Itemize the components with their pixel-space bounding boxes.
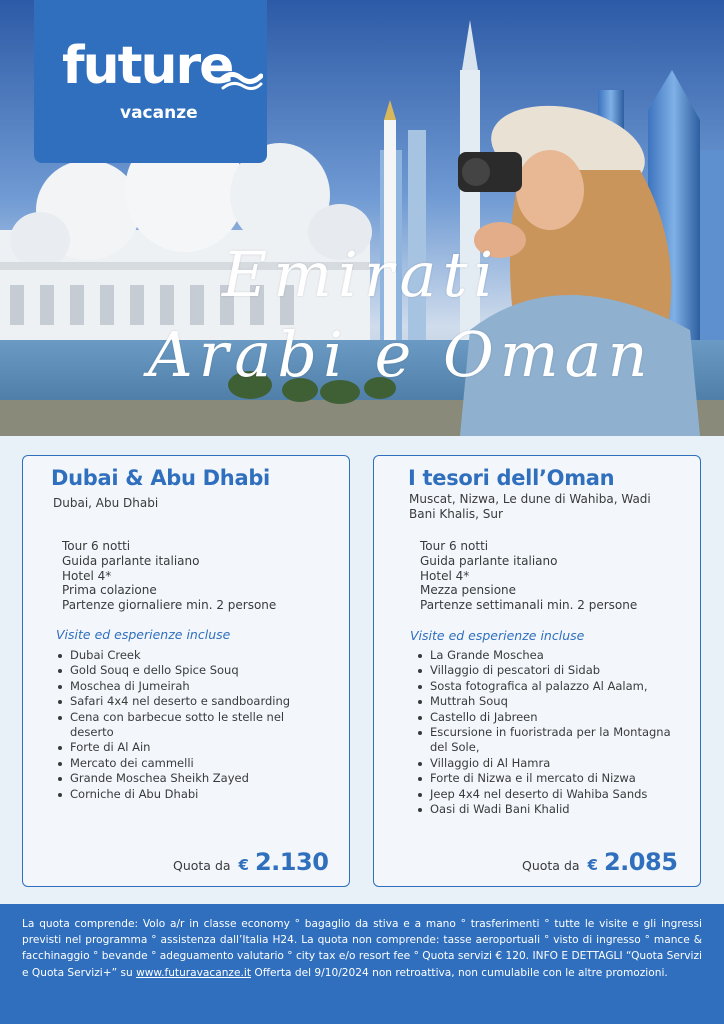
price-value: 2.085 [603,848,678,876]
feature-item: Guida parlante italiano [420,553,558,568]
feature-item: Tour 6 notti [62,539,131,553]
visit-item: Grande Moschea Sheikh Zayed [56,771,316,786]
terms-text [22,916,702,981]
card-title: I tesori dell’Oman [408,466,615,490]
visit-item: Mercato dei cammelli [56,756,316,771]
visits-list [56,648,316,802]
price-currency: € [587,856,598,874]
feature-item: Partenze giornaliere min. 2 persone [62,598,277,613]
visit-item: Forte di Nizwa e il mercato di Nizwa [416,771,691,786]
visit-item: Jeep 4x4 nel deserto di Wahiba Sands [416,787,691,802]
feature-item: Hotel 4* [62,568,112,583]
card-features [62,539,276,613]
visit-item: Oasi di Wadi Bani Khalid [416,802,691,817]
logo-wave-icon [219,68,263,92]
visit-item: Forte di Al Ain [56,740,316,755]
visits-heading: Visite ed esperienze incluse [410,628,585,643]
visit-item: Gold Souq e dello Spice Souq [56,663,316,678]
hero-title-line1: Emirati [222,238,500,311]
price-label: Quota da [522,858,580,873]
feature-item: Tour 6 notti [420,539,489,553]
visit-item: Villaggio di Al Hamra [416,756,691,771]
hero-title-line2: Arabi e Oman [148,318,654,391]
terms-text-before: La quota comprende: Volo a/r in classe economy ° bagaglio da stiva e a mano ° trasferimenti ° tutte le visite e gli ingressi previsti nel programma ° assistenza dall’Italia H24. La quota non comprende: tasse aeroportuali ° visto di ingresso ° mance & facchinaggio ° bevande ° adeguamento valutario ° city tax e/o resort fee ° Quota servizi € 120. INFO E DETTAGLI “Quota Servizi e Quota Servizi+” su [22,918,702,979]
terms-text-after: Offerta del 9/10/2024 non retroattiva, non cumulabile con le altre promozioni. [250,966,668,979]
visits-heading: Visite ed esperienze incluse [56,627,231,642]
visit-item: Sosta fotografica al palazzo Al Aalam, [416,679,691,694]
visit-item: Corniche di Abu Dhabi [56,787,316,802]
visit-item: Muttrah Souq [416,694,691,709]
logo-wordmark: future [62,36,233,96]
card-features [420,539,637,613]
logo-subtitle: vacanze [120,103,198,123]
price-label: Quota da [173,858,231,873]
card-destinations: Dubai, Abu Dhabi [53,496,159,510]
visit-item: Dubai Creek [56,648,316,663]
price-value: 2.130 [254,848,329,876]
footer-terms [0,904,724,1024]
price-row [522,848,677,876]
card-title: Dubai & Abu Dhabi [51,466,270,490]
feature-item: Hotel 4* [420,568,470,583]
feature-item: Partenze settimanali min. 2 persone [420,598,638,613]
visit-item: Escursione in fuoristrada per la Montagna del Sole, [416,725,691,756]
visit-item: La Grande Moschea [416,648,691,663]
website-link[interactable]: www.futuravacanze.it [136,966,251,979]
card-destinations: Muscat, Nizwa, Le dune di Wahiba, Wadi Bani Khalis, Sur [409,492,651,521]
feature-item: Mezza pensione [420,583,517,598]
visit-item: Safari 4x4 nel deserto e sandboarding [56,694,316,709]
price-row [173,848,328,876]
feature-item: Guida parlante italiano [62,553,200,568]
visit-item: Cena con barbecue sotto le stelle nel deserto [56,710,316,741]
brand-logo[interactable] [34,0,267,163]
visits-list [416,648,691,817]
tour-card-dubai[interactable] [22,455,350,887]
visit-item: Castello di Jabreen [416,710,691,725]
price-currency: € [238,856,249,874]
visit-item: Moschea di Jumeirah [56,679,316,694]
tour-card-oman[interactable] [373,455,701,887]
feature-item: Prima colazione [62,583,157,598]
visit-item: Villaggio di pescatori di Sidab [416,663,691,678]
